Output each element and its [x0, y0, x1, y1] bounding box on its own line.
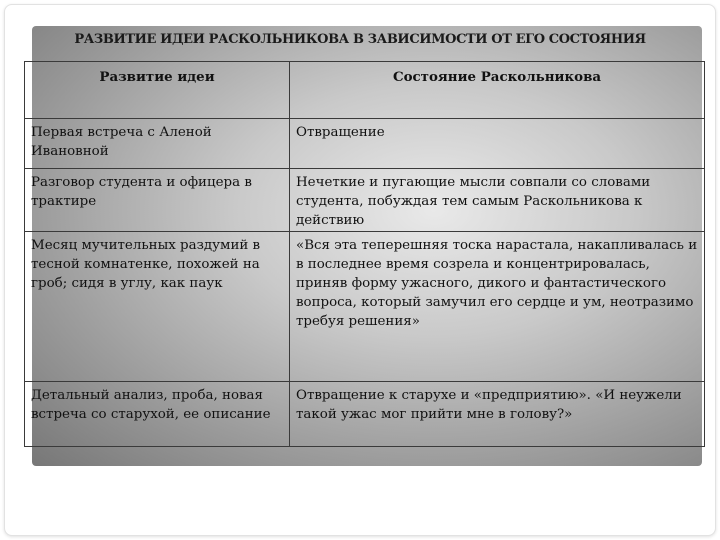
state-cell: «Вся эта теперешняя тоска нарастала, накапливалась и в последнее время созрела и концентрировалась, приняв форму ужасного, дикого и фантастического вопроса, который замучил его сердце и ум, неотразимо требуя решения» [290, 232, 705, 382]
table-header-row [25, 62, 705, 119]
state-cell: Отвращение к старухе и «предприятию». «И неужели такой ужас мог прийти мне в голову?» [290, 382, 705, 447]
table-row [25, 382, 705, 447]
table-row [25, 119, 705, 169]
idea-cell: Первая встреча с Аленой Ивановной [25, 119, 290, 169]
page-title: РАЗВИТИЕ ИДЕИ РАСКОЛЬНИКОВА В ЗАВИСИМОСТИ ОТ ЕГО СОСТОЯНИЯ [74, 32, 646, 47]
table-row [25, 169, 705, 232]
state-cell: Отвращение [290, 119, 705, 169]
column-header-idea: Развитие идеи [25, 62, 290, 119]
idea-cell: Детальный анализ, проба, новая встреча со старухой, ее описание [25, 382, 290, 447]
state-cell: Нечеткие и пугающие мысли совпали со словами студента, побуждая тем самым Раскольникова к действию [290, 169, 705, 232]
idea-cell: Разговор студента и офицера в трактире [25, 169, 290, 232]
table-row [25, 232, 705, 382]
idea-state-table [24, 61, 705, 447]
column-header-state: Состояние Раскольникова [290, 62, 705, 119]
idea-cell: Месяц мучительных раздумий в тесной комнатенке, похожей на гроб; сидя в углу, как паук [25, 232, 290, 382]
